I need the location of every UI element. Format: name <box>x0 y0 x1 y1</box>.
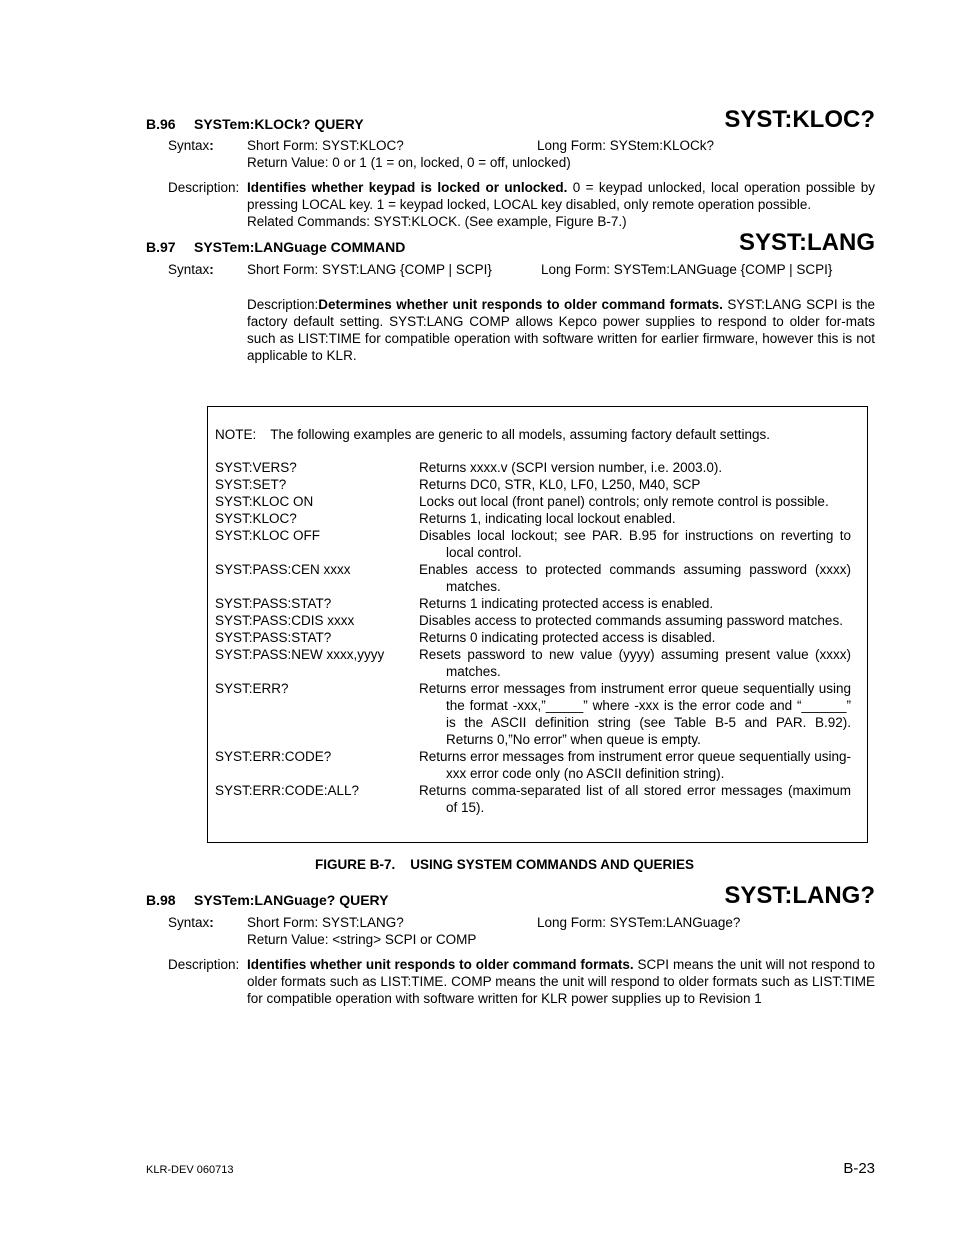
command-label-syst-kloc-query: SYST:KLOC? <box>724 106 875 133</box>
syntax-label: Syntax: <box>168 138 214 153</box>
example-row <box>215 561 851 595</box>
description-bold: Identifies whether keypad is locked or unlocked. <box>247 180 568 195</box>
figure-note <box>215 426 770 443</box>
section-title: SYSTem:KLOCk? QUERY <box>194 116 364 132</box>
example-row <box>215 527 851 561</box>
example-row <box>215 510 851 527</box>
example-command: SYST:KLOC OFF <box>215 528 321 543</box>
example-description: Disables access to protected commands assuming password matches. <box>419 613 843 628</box>
example-description: Returns comma-separated list of all stored error messages (maximum of 15). <box>419 783 851 815</box>
syntax-label: Syntax: <box>168 915 214 930</box>
example-row <box>215 493 851 510</box>
description-text: Description:Determines whether unit responds to older command formats. SYST:LANG SCPI is the factory default setting. SYST:LANG COMP allows Kepco power supplies to respond to older for-mats such as LIST:TIME for compatible operation with software written for earlier firmware, however this is not applicable to KLR. <box>247 297 875 363</box>
example-description: Returns 1, indicating local lockout enabled. <box>419 511 676 526</box>
figure-caption: FIGURE B-7. USING SYSTEM COMMANDS AND QUERIES <box>315 857 695 872</box>
example-command: SYST:KLOC ON <box>215 494 314 509</box>
section-heading-b96 <box>146 116 364 132</box>
command-label-syst-lang-query: SYST:LANG? <box>724 882 875 909</box>
example-row <box>215 595 851 612</box>
long-form: Long Form: SYSTem:LANGuage {COMP | SCPI} <box>541 262 833 277</box>
example-row <box>215 748 851 782</box>
example-row <box>215 612 851 629</box>
description-text: Identifies whether unit responds to older command formats. SCPI means the unit will not respond to older formats such as LIST:TIME. COMP means the unit will respond to older formats such as LIST:TIME for compatible operation with software written for KLR power supplies up to Revision 1 <box>247 957 875 1006</box>
example-description: Enables access to protected commands assuming password (xxxx) matches. <box>419 562 851 594</box>
note-text: The following examples are generic to all models, assuming factory default settings. <box>270 427 771 442</box>
example-description: Returns 0 indicating protected access is disabled. <box>419 630 716 645</box>
example-command: SYST:ERR? <box>215 681 289 696</box>
description-label: Description: <box>168 957 240 972</box>
example-description: Returns xxxx.v (SCPI version number, i.e. 2003.0). <box>419 460 723 475</box>
example-description: Disables local lockout; see PAR. B.95 for instructions on reverting to local control. <box>419 528 851 560</box>
example-description: Returns DC0, STR, KL0, LF0, L250, M40, SCP <box>419 477 701 492</box>
example-description: Resets password to new value (yyyy) assuming present value (xxxx) matches. <box>419 647 851 679</box>
return-value: Return Value: <string> SCPI or COMP <box>247 932 477 947</box>
example-command: SYST:KLOC? <box>215 511 297 526</box>
page-number: B-23 <box>843 1160 875 1177</box>
note-label: NOTE: <box>215 427 257 442</box>
section-heading-b98 <box>146 892 388 908</box>
example-description: Returns error messages from instrument error queue sequentially using-xxx error code only (no ASCII definition string). <box>419 749 851 781</box>
return-value: Return Value: 0 or 1 (1 = on, locked, 0 = off, unlocked) <box>247 155 571 170</box>
section-number: B.97 <box>146 239 176 255</box>
command-label-syst-lang: SYST:LANG <box>738 229 875 256</box>
example-row <box>215 782 851 816</box>
example-command: SYST:PASS:STAT? <box>215 596 332 611</box>
example-row <box>215 680 851 748</box>
description-label: Description: <box>247 297 319 312</box>
example-row <box>215 476 851 493</box>
short-form: Short Form: SYST:LANG {COMP | SCPI} <box>247 262 492 277</box>
related-commands: Related Commands: SYST:KLOCK. (See example, Figure B-7.) <box>247 214 627 229</box>
section-title: SYSTem:LANGuage COMMAND <box>194 239 406 255</box>
short-form: Short Form: SYST:LANG? <box>247 915 404 930</box>
example-command: SYST:PASS:CEN xxxx <box>215 562 351 577</box>
example-command: SYST:PASS:STAT? <box>215 630 332 645</box>
section-heading-b97 <box>146 239 405 255</box>
syntax-label: Syntax: <box>168 262 214 277</box>
example-command: SYST:PASS:NEW xxxx,yyyy <box>215 647 385 662</box>
example-command: SYST:ERR:CODE? <box>215 749 332 764</box>
example-description: Returns error messages from instrument error queue sequentially using the format -xxx,”_____” where -xxx is the error code and “______” is the ASCII definition string (see Table B-5 and PAR. B.92). Returns 0,”No error” when queue is empty. <box>419 681 851 747</box>
example-row <box>215 459 851 476</box>
example-row <box>215 646 851 680</box>
examples-table <box>215 459 851 816</box>
example-description: Locks out local (front panel) controls; only remote control is possible. <box>419 494 829 509</box>
description-bold: Determines whether unit responds to older command formats. <box>318 297 723 312</box>
section-title: SYSTem:LANGuage? QUERY <box>194 892 389 908</box>
example-command: SYST:ERR:CODE:ALL? <box>215 783 360 798</box>
example-row <box>215 629 851 646</box>
description-label: Description: <box>168 180 240 195</box>
section-number: B.98 <box>146 892 176 908</box>
example-command: SYST:VERS? <box>215 460 297 475</box>
long-form: Long Form: SYSTem:LANGuage? <box>537 915 741 930</box>
short-form: Short Form: SYST:KLOC? <box>247 138 404 153</box>
example-command: SYST:SET? <box>215 477 287 492</box>
footer-doc-id: KLR-DEV 060713 <box>146 1164 234 1176</box>
example-description: Returns 1 indicating protected access is enabled. <box>419 596 714 611</box>
long-form: Long Form: SYStem:KLOCk? <box>537 138 715 153</box>
example-command: SYST:PASS:CDIS xxxx <box>215 613 355 628</box>
description-text: Identifies whether keypad is locked or unlocked. 0 = keypad unlocked, local operation possible by pressing LOCAL key. 1 = keypad locked, LOCAL key disabled, only remote operation possible. Related Commands: SYST:KLOCK. (See example, Figure B-7.) <box>247 180 875 229</box>
section-number: B.96 <box>146 116 176 132</box>
description-bold: Identifies whether unit responds to older command formats. <box>247 957 634 972</box>
